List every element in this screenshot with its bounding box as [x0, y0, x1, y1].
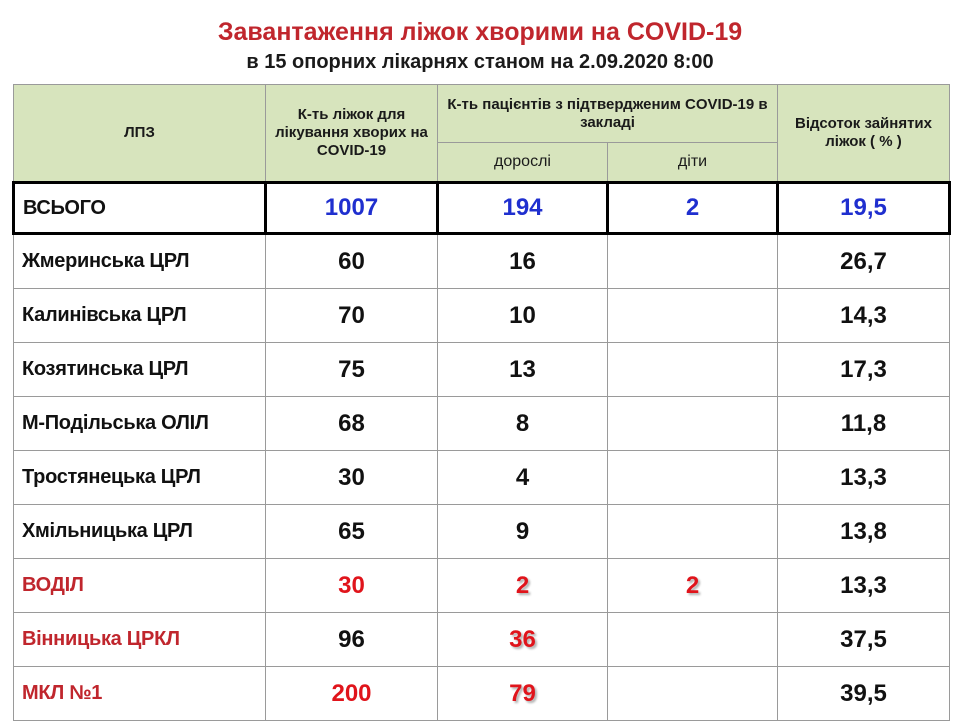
row-name: М-Подільська ОЛІЛ [14, 397, 266, 451]
row-beds: 70 [266, 289, 438, 343]
row-children: 2 [608, 183, 778, 234]
row-adults: 16 [438, 234, 608, 289]
row-beds: 60 [266, 234, 438, 289]
page-title: Завантаження ліжок хворими на COVID-19 [217, 18, 743, 46]
table-row [14, 505, 950, 559]
table-row [14, 289, 950, 343]
row-percent: 17,3 [778, 343, 950, 397]
row-children: 2 [608, 559, 778, 613]
row-adults: 194 [438, 183, 608, 234]
row-beds: 30 [266, 451, 438, 505]
col-header-percent: Відсоток зайнятих ліжок ( % ) [778, 85, 950, 183]
table-row [14, 613, 950, 667]
row-percent: 39,5 [778, 667, 950, 721]
row-children [608, 343, 778, 397]
row-name: Козятинська ЦРЛ [14, 343, 266, 397]
col-header-lpz: ЛПЗ [14, 85, 266, 183]
bed-occupancy-table [12, 84, 951, 721]
row-name: Вінницька ЦРКЛ [14, 613, 266, 667]
row-percent: 11,8 [778, 397, 950, 451]
row-adults: 4 [438, 451, 608, 505]
table-row [14, 559, 950, 613]
row-percent: 14,3 [778, 289, 950, 343]
row-beds: 75 [266, 343, 438, 397]
row-children [608, 234, 778, 289]
row-children [608, 667, 778, 721]
table-row [14, 234, 950, 289]
row-beds: 200 [266, 667, 438, 721]
col-header-patients: К-ть пацієнтів з підтвердженим COVID-19 в закладі [438, 85, 778, 143]
row-percent: 13,3 [778, 559, 950, 613]
col-header-beds: К-ть ліжок для лікування хворих на COVID-19 [266, 85, 438, 183]
row-adults: 10 [438, 289, 608, 343]
row-children [608, 613, 778, 667]
page-subtitle: в 15 опорних лікарнях станом на 2.09.2020 8:00 [246, 51, 714, 73]
row-name: ВСЬОГО [14, 183, 266, 234]
table-row [14, 397, 950, 451]
row-adults: 36 [438, 613, 608, 667]
row-beds: 68 [266, 397, 438, 451]
row-children [608, 397, 778, 451]
table-row [14, 667, 950, 721]
col-header-children: діти [608, 143, 778, 183]
row-percent: 13,8 [778, 505, 950, 559]
row-name: ВОДІЛ [14, 559, 266, 613]
row-adults: 2 [438, 559, 608, 613]
row-name: Жмеринська ЦРЛ [14, 234, 266, 289]
row-percent: 19,5 [778, 183, 950, 234]
row-name: Хмільницька ЦРЛ [14, 505, 266, 559]
row-children [608, 451, 778, 505]
row-children [608, 289, 778, 343]
table-row [14, 343, 950, 397]
table-row [14, 451, 950, 505]
row-adults: 13 [438, 343, 608, 397]
row-adults: 9 [438, 505, 608, 559]
row-beds: 1007 [266, 183, 438, 234]
row-name: Тростянецька ЦРЛ [14, 451, 266, 505]
row-adults: 79 [438, 667, 608, 721]
row-percent: 26,7 [778, 234, 950, 289]
row-children [608, 505, 778, 559]
row-beds: 96 [266, 613, 438, 667]
table-row-total [14, 183, 950, 234]
row-adults: 8 [438, 397, 608, 451]
row-percent: 37,5 [778, 613, 950, 667]
row-name: МКЛ №1 [14, 667, 266, 721]
row-beds: 65 [266, 505, 438, 559]
row-name: Калинівська ЦРЛ [14, 289, 266, 343]
row-percent: 13,3 [778, 451, 950, 505]
row-beds: 30 [266, 559, 438, 613]
col-header-adults: дорослі [438, 143, 608, 183]
